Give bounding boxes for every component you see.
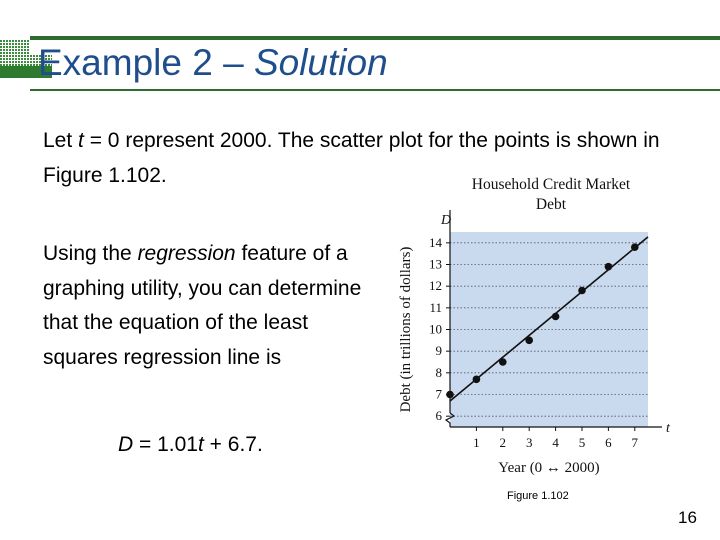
header-rule-top (30, 36, 720, 40)
equation-var: t (197, 433, 204, 456)
regression-term: regression (137, 242, 236, 265)
slide-title (38, 42, 388, 84)
regression-equation (118, 433, 263, 457)
y-tick-label-6: 6 (435, 408, 442, 424)
y-tick-label-8: 8 (435, 364, 442, 380)
y-axis-var-label: D (440, 213, 452, 228)
data-point-1 (473, 376, 481, 384)
chart-title: Household Credit Market Debt (471, 176, 631, 213)
y-tick-label-13: 13 (429, 256, 442, 272)
y-tick-label-12: 12 (429, 278, 442, 294)
figure-caption: Figure 1.102 (507, 490, 569, 502)
paragraph-regression-pre: Using the (43, 242, 138, 265)
data-point-6 (605, 263, 613, 271)
x-tick-label-1: 1 (473, 435, 480, 450)
x-tick-label-3: 3 (525, 435, 533, 450)
header-rule-bottom (30, 89, 720, 91)
equation-mid: = 1.01 (133, 433, 198, 456)
paragraph-intro-pre: Let (43, 129, 79, 152)
x-tick-label-2: 2 (499, 435, 507, 450)
y-tick-label-9: 9 (435, 343, 442, 359)
y-axis-title: Debt (in trillions of dollars) (398, 246, 414, 413)
equation-rhs: + 6.7. (203, 433, 263, 456)
slide-title-italic: Solution (253, 42, 388, 83)
y-tick-label-11: 11 (429, 299, 442, 315)
equation-lhs: D (118, 433, 134, 456)
data-point-0 (446, 391, 454, 399)
page-number: 16 (678, 508, 697, 527)
slide-title-main: Example 2 – (38, 42, 254, 83)
variable-t: t (78, 129, 84, 152)
data-point-4 (552, 313, 560, 321)
paragraph-regression (43, 237, 373, 375)
data-point-7 (631, 243, 639, 251)
data-point-3 (525, 337, 533, 345)
y-tick-label-14: 14 (429, 234, 442, 250)
data-point-2 (499, 358, 507, 366)
y-tick-label-7: 7 (435, 386, 442, 402)
y-tick-label-10: 10 (429, 321, 442, 337)
x-axis-title: Year (0 ↔ 2000) (498, 460, 600, 476)
x-tick-label-5: 5 (578, 435, 586, 450)
x-tick-label-7: 7 (631, 435, 639, 450)
data-point-5 (578, 287, 586, 295)
paragraph-regression-post: feature of a graphing utility, you can determine that the equation of the least squares regression line is (43, 242, 362, 369)
scatter-chart (390, 195, 680, 485)
x-axis-var-label: t (666, 421, 670, 436)
paragraph-intro-post: = 0 represent 2000. The scatter plot for the points is shown in Figure 1.102. (43, 129, 660, 187)
x-tick-label-4: 4 (552, 435, 559, 450)
x-tick-label-6: 6 (605, 435, 612, 450)
